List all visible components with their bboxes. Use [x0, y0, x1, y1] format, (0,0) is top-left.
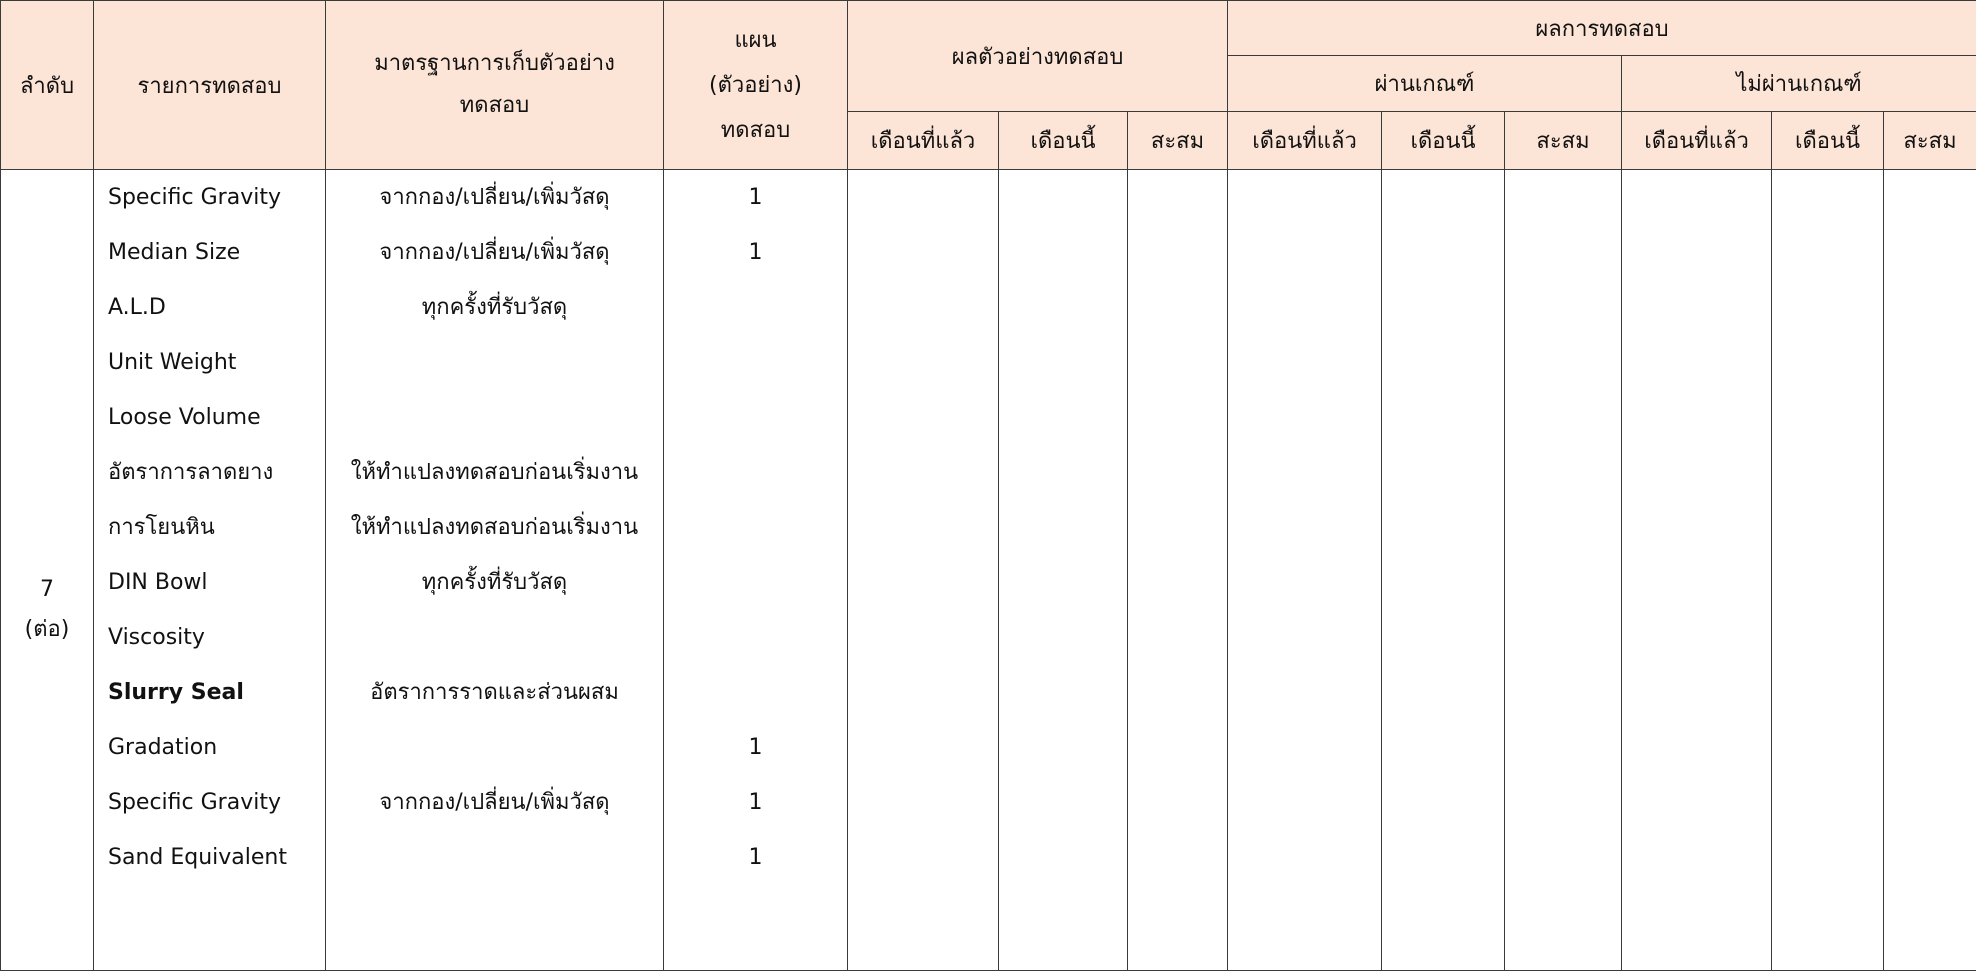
plan-value — [664, 445, 847, 500]
header-samples-last-month: เดือนที่แล้ว — [848, 112, 999, 170]
header-sampling-standard-line: มาตรฐานการเก็บตัวอย่าง — [326, 43, 663, 85]
plan-value — [664, 500, 847, 555]
sampling-standard-text — [326, 830, 663, 885]
samples-this-month-cell — [999, 170, 1128, 971]
test-item-name: อัตราการลาดยาง — [94, 445, 325, 500]
sampling-standard-text: อัตราการราดและส่วนผสม — [326, 665, 663, 720]
header-samples-tested: ผลตัวอย่างทดสอบ — [848, 1, 1228, 112]
test-item-name: DIN Bowl — [94, 555, 325, 610]
sampling-standards-cell — [326, 170, 664, 971]
header-failed-cumulative: สะสม — [1884, 112, 1976, 170]
plan-value — [664, 610, 847, 665]
sampling-standard-text: จากกอง/เปลี่ยน/เพิ่มวัสดุ — [326, 170, 663, 225]
passed-this-month-cell — [1382, 170, 1505, 971]
sequence-cell — [1, 170, 94, 971]
passed-cumulative-cell — [1505, 170, 1622, 971]
sampling-standard-text: จากกอง/เปลี่ยน/เพิ่มวัสดุ — [326, 225, 663, 280]
header-sampling-standard-line: ทดสอบ — [326, 85, 663, 127]
table-header — [1, 1, 1976, 170]
header-samples-cumulative: สะสม — [1128, 112, 1228, 170]
passed-last-month-cell — [1228, 170, 1382, 971]
sampling-standard-text: ให้ทำแปลงทดสอบก่อนเริ่มงาน — [326, 500, 663, 555]
plan-value: 1 — [664, 775, 847, 830]
header-plan — [664, 1, 848, 170]
sampling-standard-text — [326, 610, 663, 665]
test-item-name: การโยนหิน — [94, 500, 325, 555]
plan-cell — [664, 170, 848, 971]
header-failed: ไม่ผ่านเกณฑ์ — [1622, 56, 1976, 112]
header-test-results: ผลการทดสอบ — [1228, 1, 1976, 56]
failed-this-month-cell — [1772, 170, 1884, 971]
table-body — [1, 170, 1976, 971]
test-item-name: Specific Gravity — [94, 170, 325, 225]
header-passed-cumulative: สะสม — [1505, 112, 1622, 170]
sequence-continued: (ต่อ) — [1, 610, 93, 650]
plan-value — [664, 335, 847, 390]
test-item-name: Gradation — [94, 720, 325, 775]
test-item-name: Slurry Seal — [94, 665, 325, 720]
header-failed-last-month: เดือนที่แล้ว — [1622, 112, 1772, 170]
plan-value — [664, 280, 847, 335]
header-sampling-standard — [326, 1, 664, 170]
plan-value: 1 — [664, 720, 847, 775]
failed-last-month-cell — [1622, 170, 1772, 971]
samples-last-month-cell — [848, 170, 999, 971]
header-plan-line: (ตัวอย่าง) — [664, 63, 847, 108]
plan-value: 1 — [664, 170, 847, 225]
test-item-name: Sand Equivalent — [94, 830, 325, 885]
test-item-name: A.L.D — [94, 280, 325, 335]
test-item-name: Viscosity — [94, 610, 325, 665]
table-row — [1, 170, 1976, 971]
plan-value: 1 — [664, 830, 847, 885]
test-item-name: Unit Weight — [94, 335, 325, 390]
plan-value — [664, 555, 847, 610]
sampling-standard-text: จากกอง/เปลี่ยน/เพิ่มวัสดุ — [326, 775, 663, 830]
sampling-standard-text: ทุกครั้งที่รับวัสดุ — [326, 555, 663, 610]
header-failed-this-month: เดือนนี้ — [1772, 112, 1884, 170]
test-item-name: Specific Gravity — [94, 775, 325, 830]
failed-cumulative-cell — [1884, 170, 1976, 971]
header-passed-last-month: เดือนที่แล้ว — [1228, 112, 1382, 170]
plan-value — [664, 665, 847, 720]
sampling-standard-text — [326, 390, 663, 445]
header-sequence: ลำดับ — [1, 1, 94, 170]
test-item-name: Median Size — [94, 225, 325, 280]
header-plan-line: ทดสอบ — [664, 108, 847, 153]
sampling-standard-text: ทุกครั้งที่รับวัสดุ — [326, 280, 663, 335]
header-test-item: รายการทดสอบ — [94, 1, 326, 170]
plan-value — [664, 390, 847, 445]
header-passed-this-month: เดือนนี้ — [1382, 112, 1505, 170]
header-samples-this-month: เดือนนี้ — [999, 112, 1128, 170]
sampling-standard-text: ให้ทำแปลงทดสอบก่อนเริ่มงาน — [326, 445, 663, 500]
header-plan-line: แผน — [664, 18, 847, 63]
sampling-standard-text — [326, 335, 663, 390]
test-item-name: Loose Volume — [94, 390, 325, 445]
sequence-number: 7 — [1, 570, 93, 610]
test-items-cell — [94, 170, 326, 971]
plan-value: 1 — [664, 225, 847, 280]
sampling-standard-text — [326, 720, 663, 775]
samples-cumulative-cell — [1128, 170, 1228, 971]
header-passed: ผ่านเกณฑ์ — [1228, 56, 1622, 112]
